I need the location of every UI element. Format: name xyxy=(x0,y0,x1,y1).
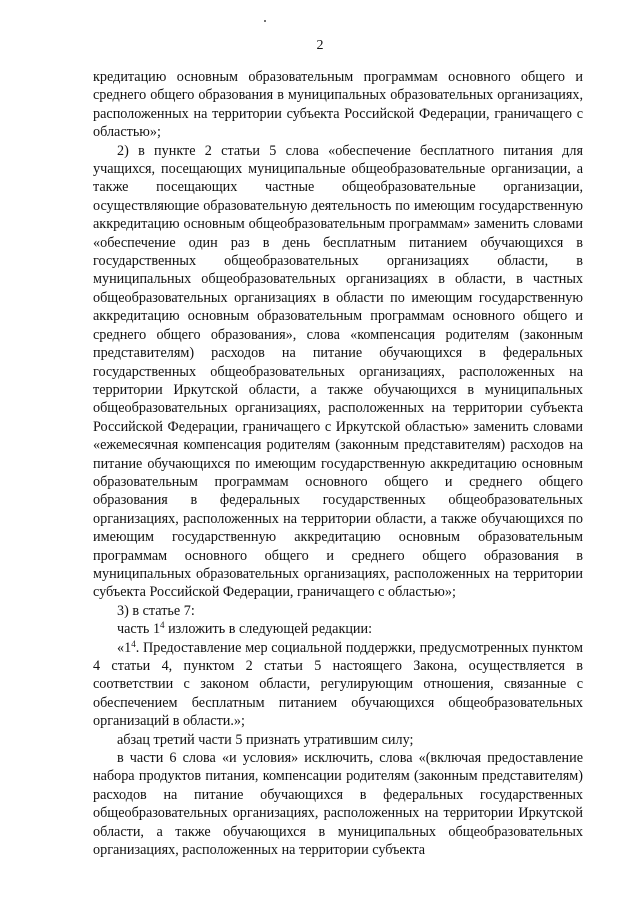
paragraph-item-2: 2) в пункте 2 статьи 5 слова «обеспечение бесплатного питания для учащихся, посещающих муниципальные общеобразовательные организации, а также посещающих частные общеобразовательные организации, осуществляющие образовательную деятельность по имеющим государственную аккредитацию основным общеобразовательным программам» заменить словами «обеспечение один раз в день бесплатным питанием обучающихся в государственных общеобразовательных организациях области, в муниципальных общеобразовательных организациях в области, в частных общеобразовательных организациях в области по имеющим государственную аккредитацию основным образовательным программам основного общего и среднего общего образования», слова «компенсация родителям (законным представителям) расходов на питание обучающихся в федеральных государственных общеобразовательных организациях, расположенных на территории Иркутской области, а также обучающихся в муниципальных общеобразовательных организациях, расположенных на территории субъекта Российской Федерации, граничащего с Иркутской областью» заменить словами «ежемесячная компенсация родителям (законным представителям) расходов на питание обучающихся по имеющим государственную аккредитацию основным образовательным программам основного общего и среднего общего образования в федеральных государственных общеобразовательных организациях, расположенных на территории области, а также обучающихся по имеющим государственную аккредитацию основным образовательным программам основного общего и среднего общего образования в муниципальных образовательных организациях, расположенных на территории субъекта Российской Федерации, граничащего с областью»; xyxy=(93,142,583,601)
superscript: 4 xyxy=(131,638,136,649)
text-fragment: часть 1 xyxy=(117,621,161,638)
text-fragment: изложить в следующей редакции: xyxy=(164,621,373,638)
text-fragment: . Предоставление мер социальной поддержки, предусмотренных пунктом 4 статьи 4, пунктом 2 статьи 5 настоящего Закона, осуществляется в соответствии с законом области, регулирующим отношения, связанные с обеспечением бесплатным питанием обучающихся общеобразовательных организаций в области.»; xyxy=(93,639,583,730)
scan-speck xyxy=(264,20,266,22)
text-fragment: «1 xyxy=(117,639,132,656)
superscript: 4 xyxy=(160,620,165,631)
document-body xyxy=(93,68,583,859)
paragraph-part-1-4-intro xyxy=(93,620,583,638)
paragraph-part-1-4-text xyxy=(93,639,583,731)
paragraph-part-5: абзац третий части 5 признать утратившим силу; xyxy=(117,731,414,748)
paragraph-part-6: в части 6 слова «и условия» исключить, слова «(включая предоставление набора продуктов питания, компенсации родителям (законным представителям) расходов на питание обучающихся в федеральных государственных общеобразовательных организациях, расположенных на территории Иркутской области, а также обучающихся в муниципальных общеобразовательных организациях, расположенных на территории субъекта xyxy=(93,750,583,859)
paragraph-continuation: кредитацию основным образовательным программам основного общего и среднего общего образования в муниципальных образовательных организациях, расположенных на территории субъекта Российской Федерации, граничащего с областью»; xyxy=(93,69,583,141)
page-number: 2 xyxy=(316,38,324,53)
paragraph-item-3: 3) в статье 7: xyxy=(117,602,195,619)
